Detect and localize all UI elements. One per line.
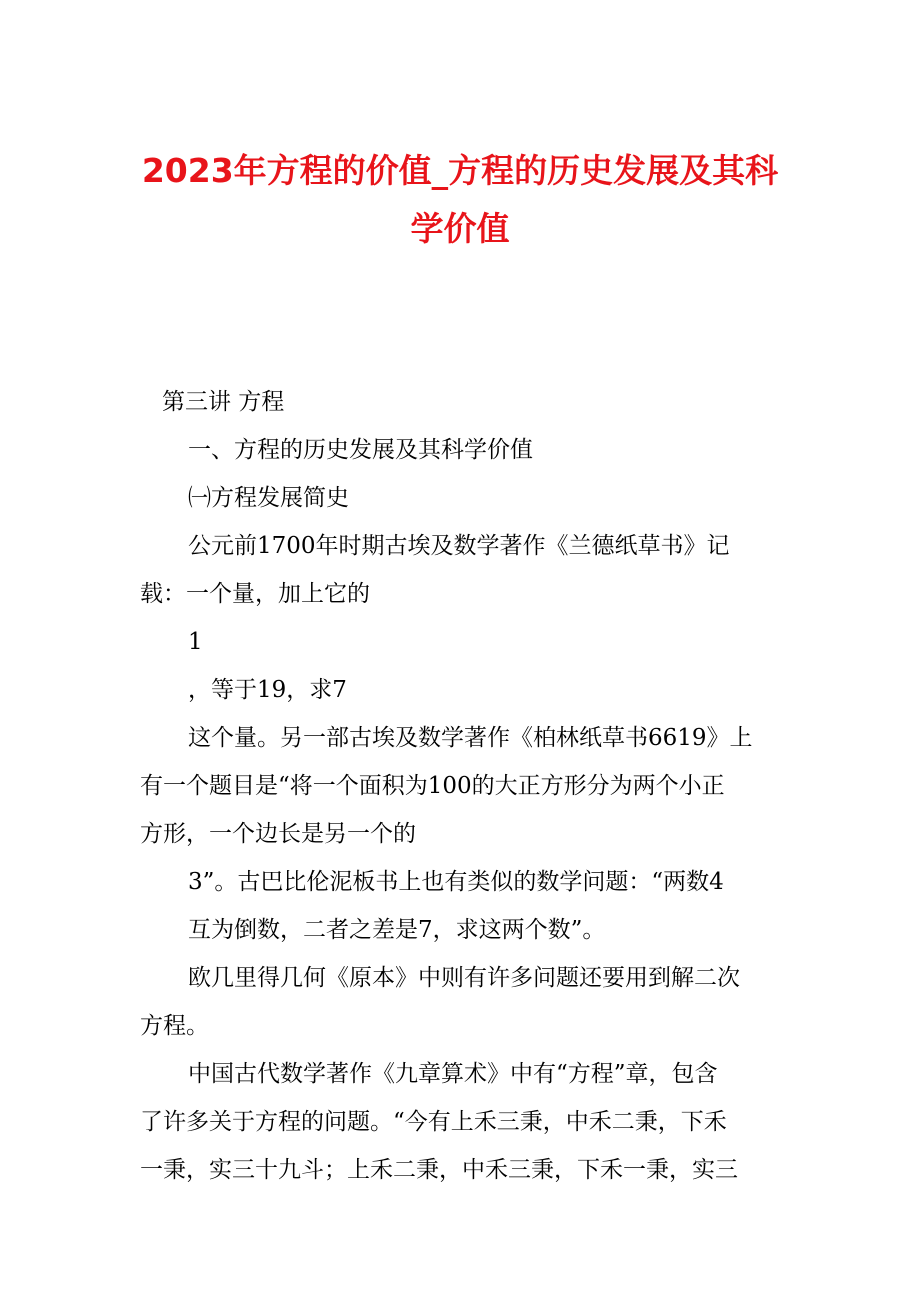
title-line-2: 学价值: [410, 209, 510, 248]
paragraph-line: 方形，一个边长是另一个的: [140, 821, 416, 847]
paragraph-line: 方程。: [140, 1013, 209, 1039]
title-line-1: 2023年方程的价值_方程的历史发展及其科: [141, 151, 779, 190]
paragraph-line: 3”。古巴比伦泥板书上也有类似的数学问题：“两数4: [188, 869, 724, 895]
paragraph-line: 有一个题目是“将一个面积为100的大正方形分为两个小正: [140, 773, 725, 799]
paragraph-line: 公元前1700年时期古埃及数学著作《兰德纸草书》记: [188, 533, 730, 559]
paragraph-line: 一秉，实三十九斗；上禾二秉，中禾三秉，下禾一秉，实三: [140, 1157, 738, 1183]
subsection-heading: ㈠方程发展简史: [188, 485, 349, 511]
section-heading: 一、方程的历史发展及其科学价值: [188, 437, 533, 463]
document-title: [120, 142, 800, 258]
document-body: [140, 378, 790, 1194]
paragraph-line: 互为倒数，二者之差是7，求这两个数”。: [188, 917, 606, 943]
lecture-heading: 第三讲 方程: [162, 389, 285, 415]
paragraph-line: 载：一个量，加上它的: [140, 581, 370, 607]
paragraph-line: 这个量。另一部古埃及数学著作《柏林纸草书6619》上: [188, 725, 753, 751]
paragraph-line: 中国古代数学著作《九章算术》中有“方程”章，包含: [188, 1061, 718, 1087]
paragraph-line: 了许多关于方程的问题。“今有上禾三秉，中禾二秉，下禾: [140, 1109, 727, 1135]
fraction-numerator: 1: [188, 629, 203, 655]
paragraph-line: ，等于19，求7: [188, 677, 347, 703]
paragraph-line: 欧几里得几何《原本》中则有许多问题还要用到解二次: [188, 965, 740, 991]
